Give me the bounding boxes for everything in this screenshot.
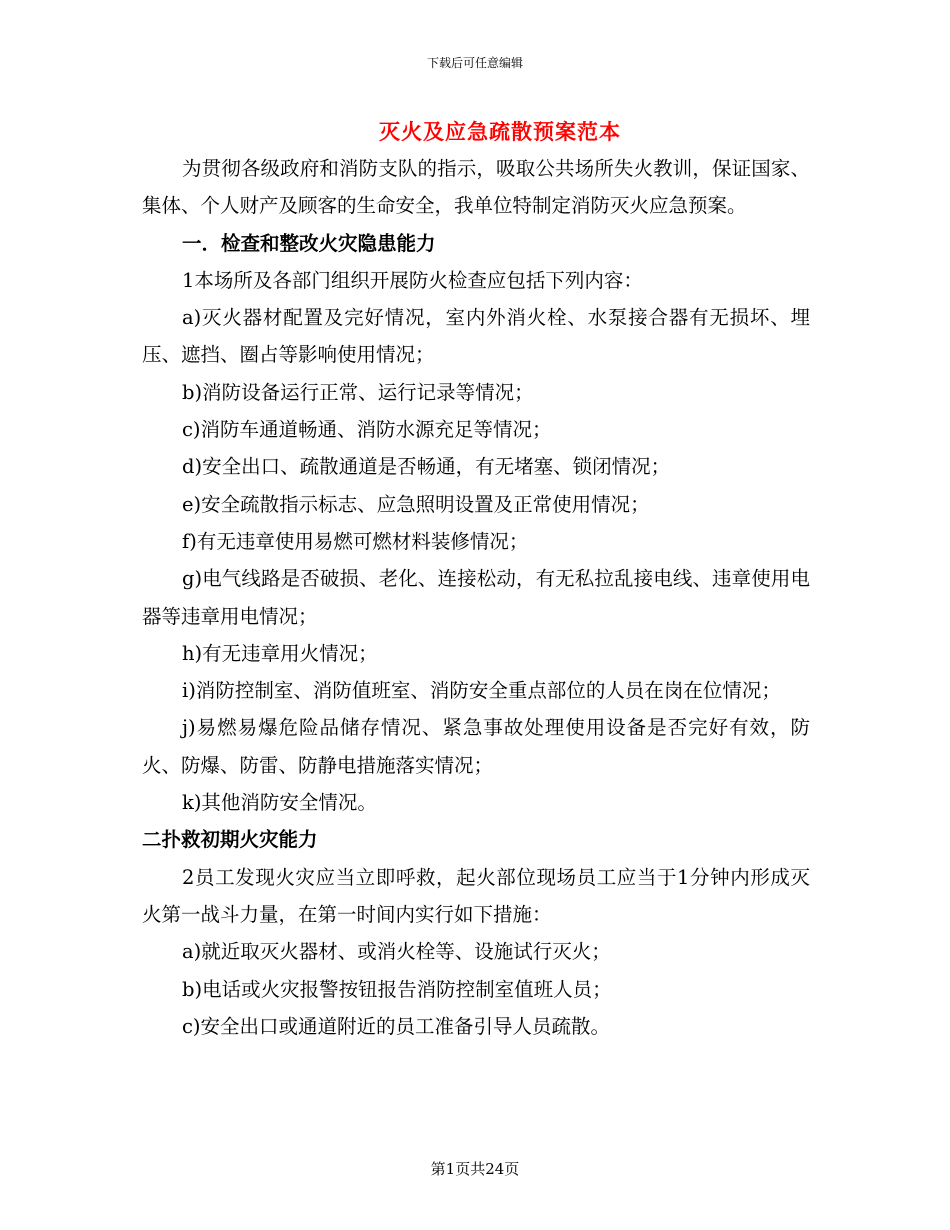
section-1-item-i: i)消防控制室、消防值班室、消防安全重点部位的人员在岗在位情况；	[182, 679, 781, 703]
section-1-item-f: f)有无违章使用易燃可燃材料装修情况；	[182, 529, 529, 553]
section-1-item-e: e)安全疏散指示标志、应急照明设置及正常使用情况；	[182, 492, 650, 516]
section-2-lead: 2员工发现火灾应当立即呼救，起火部位现场员工应当于1分钟内形成灭火第一战斗力量，在第一时间内实行如下措施：	[142, 865, 810, 926]
section-1-item-h: h)有无违章用火情况；	[182, 641, 378, 665]
section-1-lead: 1本场所及各部门组织开展防火检查应包括下列内容：	[182, 268, 643, 292]
section-1-item-c: c)消防车通道畅通、消防水源充足等情况；	[182, 418, 552, 442]
section-1-item-d: d)安全出口、疏散通道是否畅通，有无堵塞、锁闭情况；	[182, 455, 671, 479]
section-1-item-k: k)其他消防安全情况。	[182, 791, 377, 815]
section-2-item-b: b)电话或火灾报警按钮报告消防控制室值班人员；	[182, 977, 612, 1001]
document-title: 灭火及应急疏散预案范本	[379, 119, 621, 144]
section-2-item-a: a)就近取灭火器材、或消火栓等、设施试行灭火；	[182, 940, 611, 964]
page-footer: 第1页共24页	[430, 1160, 520, 1178]
section-2-heading: 二扑救初期火灾能力	[142, 828, 318, 852]
section-2-item-c: c)安全出口或通道附近的员工准备引导人员疏散。	[182, 1014, 611, 1038]
document-body	[142, 150, 810, 1045]
intro-paragraph: 为贯彻各级政府和消防支队的指示，吸取公共场所失火教训，保证国家、集体、个人财产及顾客的生命安全，我单位特制定消防灭火应急预案。	[142, 157, 810, 218]
header-note: 下载后可任意编辑	[426, 56, 523, 70]
section-1-item-g: g)电气线路是否破损、老化、连接松动，有无私拉乱接电线、违章使用电器等违章用电情况；	[142, 567, 810, 628]
section-1-heading: 一．检查和整改火灾隐患能力	[182, 231, 436, 255]
section-1-item-a: a)灭火器材配置及完好情况，室内外消火栓、水泵接合器有无损坏、埋压、遮挡、圈占等影响使用情况；	[142, 306, 810, 367]
section-1-item-j: j)易燃易爆危险品储存情况、紧急事故处理使用设备是否完好有效，防火、防爆、防雷、防静电措施落实情况；	[142, 716, 810, 777]
section-1-item-b: b)消防设备运行正常、运行记录等情况；	[182, 380, 534, 404]
